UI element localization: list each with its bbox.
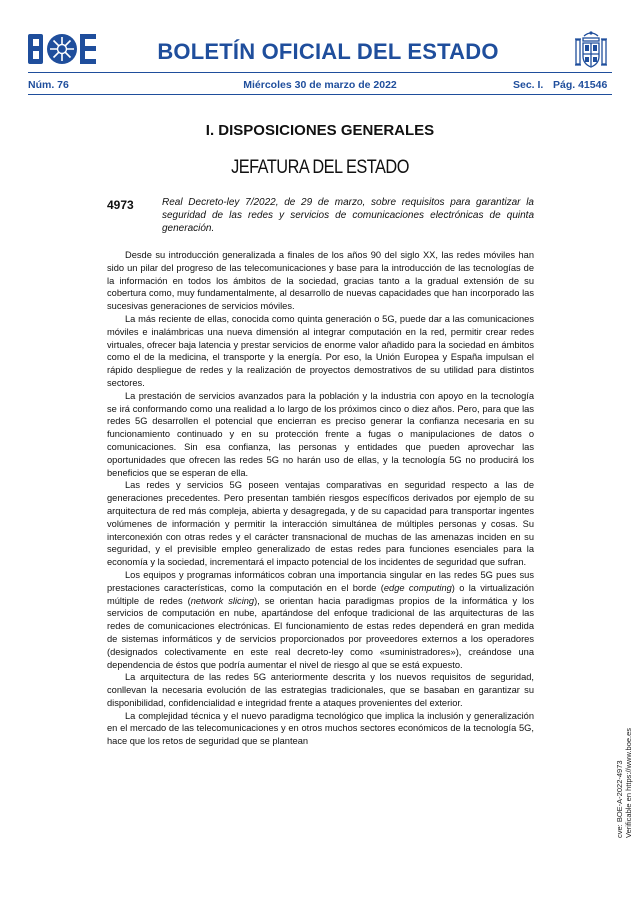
issue-number: Núm. 76 (28, 79, 69, 91)
paragraph-text: La complejidad técnica y el nuevo paradigma tecnológico que implica la inclusión y generalización en el mercado de las telecomunicaciones y en otros muchos sectores económicos de la tecnología 5G, hace que los retos de seguridad que se plantean (107, 710, 534, 747)
disposition-number: 4973 (107, 198, 134, 212)
section-label: Sec. I. (513, 79, 544, 91)
paragraph-text: Los equipos y programas informáticos cobran una importancia singular en las redes 5G pues sus prestaciones características, como la computación en el borde ( (107, 569, 534, 593)
cve-code: cve: BOE-A-2022-4973 (615, 760, 624, 838)
italic-term: edge computing (383, 582, 452, 593)
body-paragraph (107, 479, 534, 569)
page-number: Pág. 41546 (553, 79, 608, 91)
italic-term: network slicing (190, 595, 255, 606)
paragraph-text: La prestación de servicios avanzados para la población y la industria con apoyo en la tecnología se irá conformando como una realidad a lo largo de los próximos cinco o diez años. Pero, para que las redes 5G desarrollen el potencial que encierran es preciso generar la confianza necesaria en su funcionamiento continuado y en su protección frente a fugas o manipulaciones de datos o comunicaciones. Sin esa confianza, las personas y entidades que pueden aprovechar las oportunidades que ofrecen las redes 5G no harán uso de ellas, y la tecnología 5G no producirá los beneficios que se esperan de ella. (107, 390, 534, 478)
body-paragraph (107, 249, 534, 313)
gazette-title: BOLETÍN OFICIAL DEL ESTADO (157, 39, 499, 64)
paragraph-text: ), se orientan hacia paradigmas propios de la informática y los servicios de computación en nube, apartándose del enfoque tradicional de las arquitecturas de las redes de comunicaciones electrónicas. El funcionamiento de estas redes dependerá en gran medida de sistemas informáticos y de servicios proporcionados por proveedores externos a los operadores (designados colectivamente en este real decreto-ley como «suministradores»), creándose una dependencia de éstos que podría aumentar el nivel de riesgo al que se está expuesto. (107, 595, 535, 670)
verification-url: Verificable en https://www.boe.es (624, 727, 633, 838)
authority-heading: JEFATURA DEL ESTADO (231, 157, 409, 178)
paragraph-text: Desde su introducción generalizada a finales de los años 90 del siglo XX, las redes móviles han sido un pilar del progreso de las telecomunicaciones y base para la introducción de las tecnologías de la información en todos los ámbitos de la sociedad, gracias tanto a la gradual extensión de su cobertura como, muy fundamentalmente, al desarrollo de nuevas capacidades que han incorporado las sucesivas generaciones de servicios móviles. (107, 250, 534, 312)
paragraph-text: La más reciente de ellas, conocida como quinta generación o 5G, puede dar a las comunicaciones móviles e inalámbricas una nueva dimensión al integrar computación en la red, permitir crear redes virtuales, ofrecer baja latencia y prestar servicios de enorme valor añadido para la sociedad en ámbitos como el de la medicina, el transporte y la energía. Por eso, la Unión Europea y España impulsan el rápido despliegue de redes y la realización de proyectos demostrativos de su utilidad para distintos sectores. (107, 313, 534, 388)
body-paragraph (107, 313, 534, 390)
coat-of-arms-icon (574, 30, 608, 70)
paragraph-text: ) o la virtualización múltiple de redes ( (107, 582, 534, 606)
document-body (107, 249, 534, 748)
body-paragraph (107, 390, 534, 480)
body-paragraph (107, 569, 534, 671)
body-paragraph (107, 671, 534, 709)
disposition-title: Real Decreto-ley 7/2022, de 29 de marzo, sobre requisitos para garantizar la seguridad de las redes y servicios de comunicaciones electrónicas de quinta generación. (162, 197, 534, 235)
verification-note (615, 728, 633, 838)
paragraph-text: Las redes y servicios 5G poseen ventajas comparativas en seguridad respecto a las de generaciones precedentes. Pero presentan también riesgos específicos derivados por ejemplo de su arquitectura de red más compleja, abierta y desagregada, y de su capacidad para transportar ingentes volúmenes de información y permitir la interacción simultánea de múltiples personas y cosas. Su interconexión con otras redes y el carácter transnacional de muchas de las amenazas inciden en su seguridad, y el previsible empleo generalizado de estas redes para funciones esenciales para la economía y la sociedad, incrementará el impacto potencial de los incidentes de seguridad que sufran. (107, 480, 534, 568)
issue-date: Miércoles 30 de marzo de 2022 (243, 79, 397, 91)
header-divider (28, 72, 612, 73)
boe-logo (28, 34, 96, 64)
body-paragraph (107, 710, 534, 748)
paragraph-text: La arquitectura de las redes 5G anteriormente descrita y los nuevos requisitos de seguridad, conllevan la necesaria evolución de las estrategias tradicionales, que se basaban en garantizar su disponibilidad, confidencialidad e integridad frente a ataques provenientes del exterior. (107, 672, 534, 708)
meta-divider (28, 94, 612, 95)
section-heading: I. DISPOSICIONES GENERALES (205, 122, 435, 139)
